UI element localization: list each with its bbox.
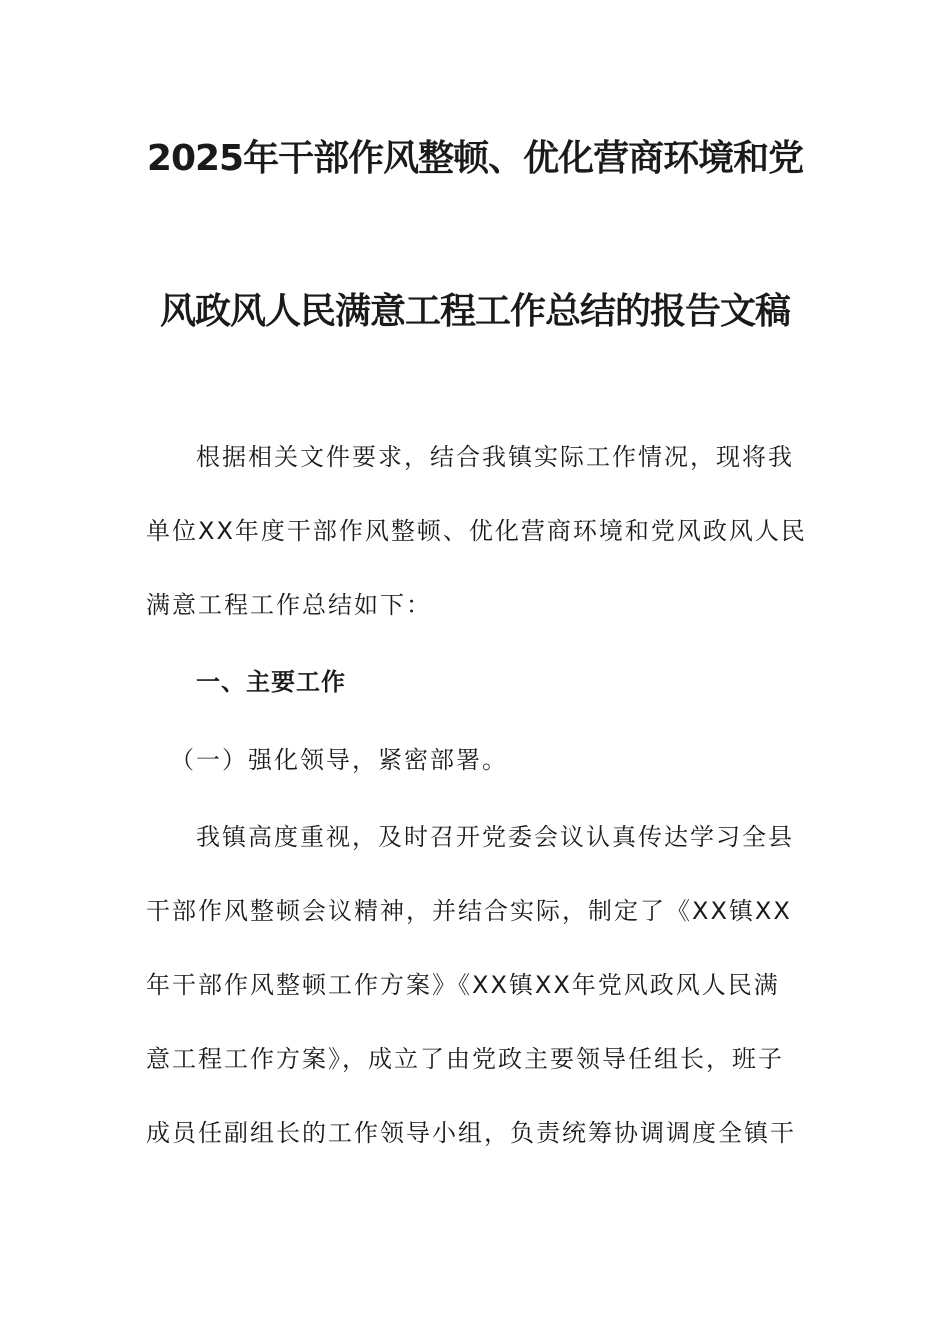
- paragraph-1-line-2: 单位XX年度干部作风整顿、优化营商环境和党风政风人民: [146, 517, 807, 545]
- subsection-1-heading: （一）强化领导，紧密部署。: [170, 746, 508, 774]
- document-title-line-2: 风政风人民满意工程工作总结的报告文稿: [159, 291, 790, 332]
- document-title-line-1: 2025年干部作风整顿、优化营商环境和党: [146, 138, 804, 179]
- paragraph-2-line-5: 成员任副组长的工作领导小组，负责统筹协调调度全镇干: [146, 1119, 796, 1147]
- paragraph-2-line-2: 干部作风整顿会议精神，并结合实际，制定了《XX镇XX: [146, 897, 792, 925]
- paragraph-2-line-4: 意工程工作方案》，成立了由党政主要领导任组长，班子: [146, 1045, 784, 1073]
- paragraph-1-line-3: 满意工程工作总结如下：: [146, 591, 432, 619]
- paragraph-1-line-1: 根据相关文件要求，结合我镇实际工作情况，现将我: [196, 443, 794, 471]
- paragraph-2-line-3: 年干部作风整顿工作方案》《XX镇XX年党风政风人民满: [146, 971, 780, 999]
- section-1-heading: 一、主要工作: [196, 668, 346, 696]
- paragraph-2-line-1: 我镇高度重视，及时召开党委会议认真传达学习全县: [196, 823, 794, 851]
